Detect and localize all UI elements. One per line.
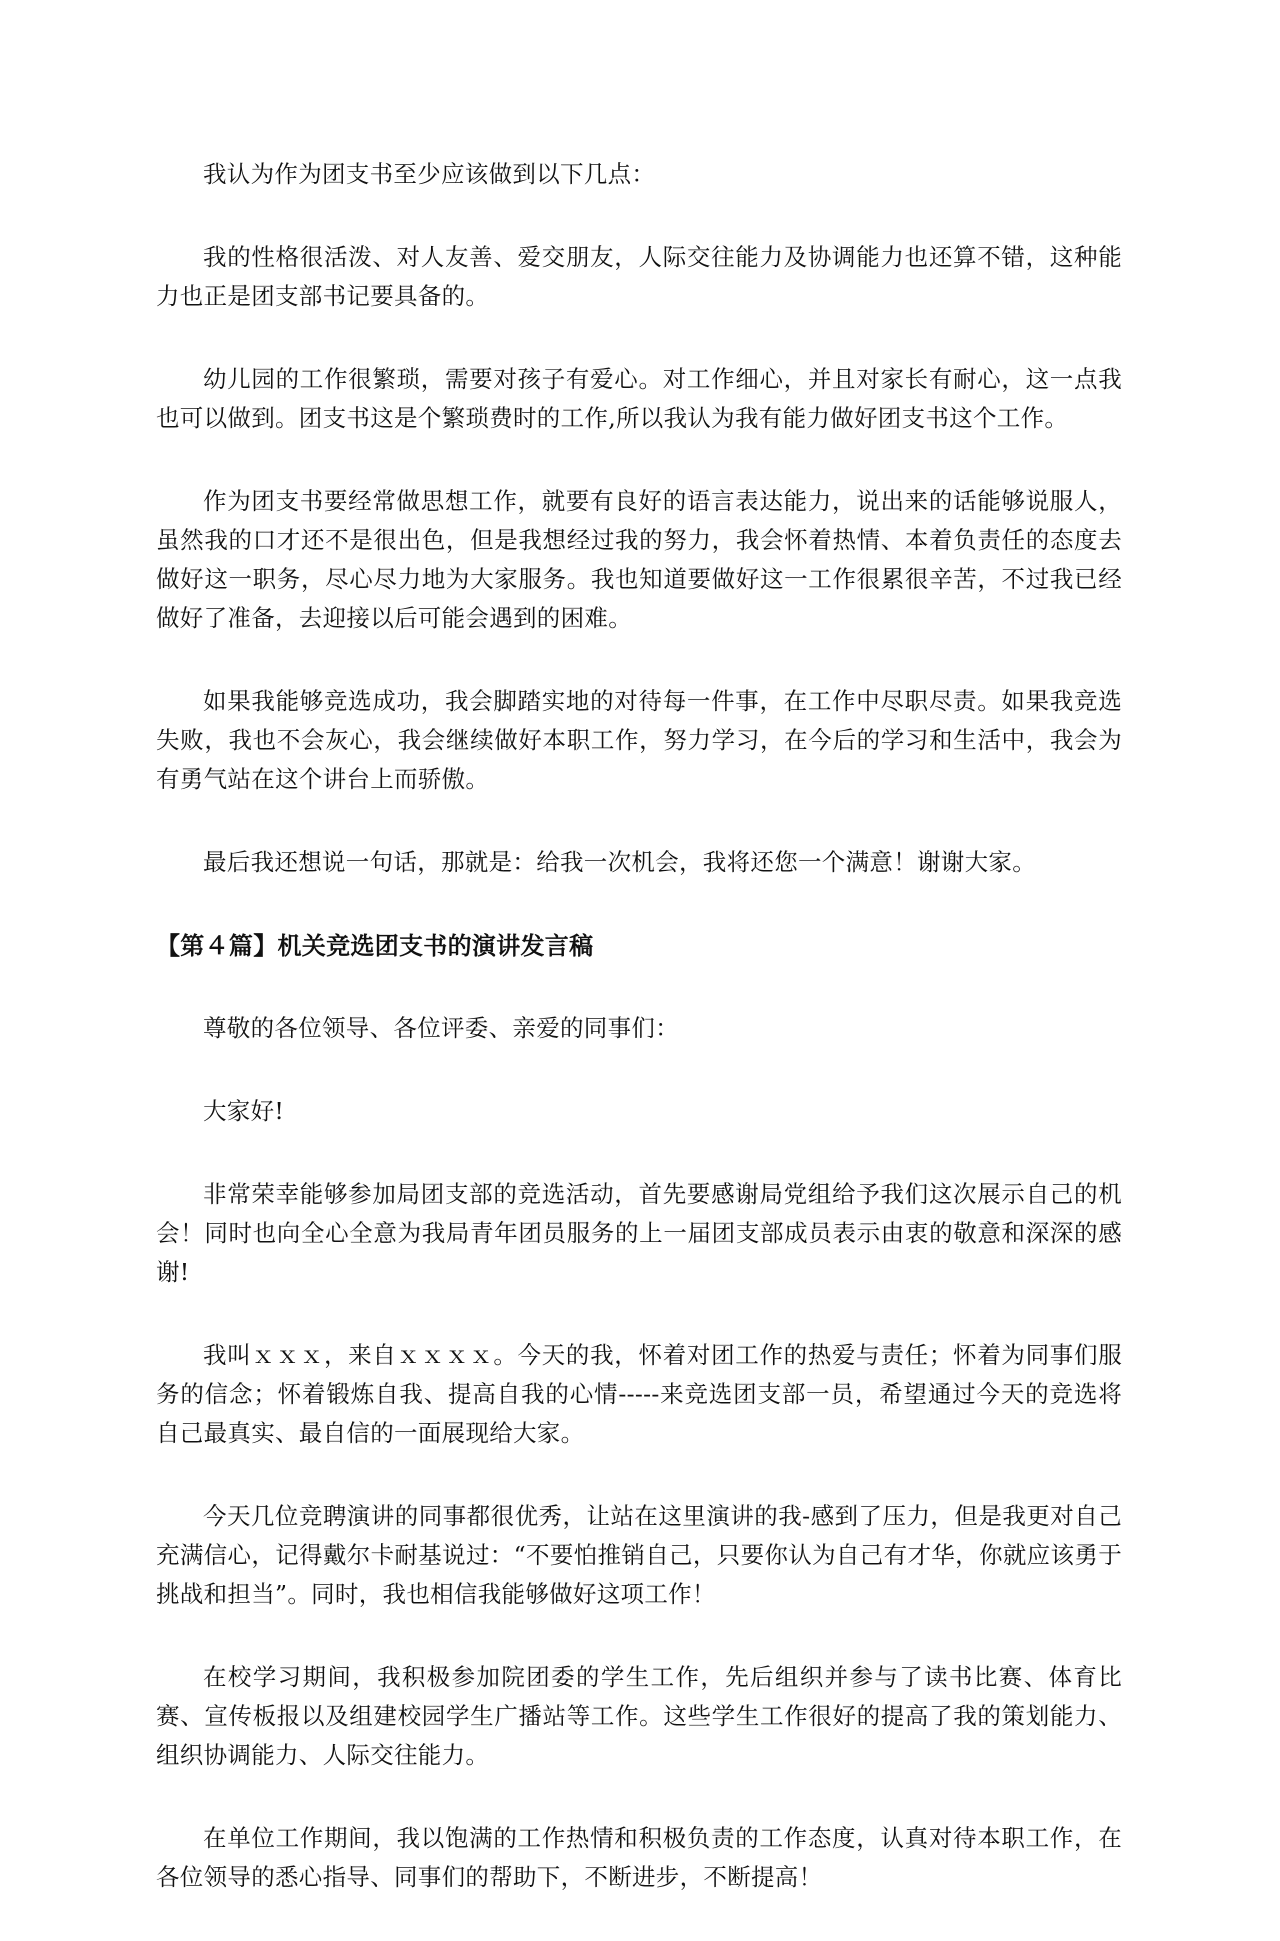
paragraph: 作为团支书要经常做思想工作，就要有良好的语言表达能力，说出来的话能够说服人，虽然我的口才还不是很出色，但是我想经过我的努力，我会怀着热情、本着负责任的态度去做好这一职务，尽心尽力地为大家服务。我也知道要做好这一工作很累很辛苦，不过我已经做好了准备，去迎接以后可能会遇到的困难。	[156, 487, 1122, 632]
paragraph: 幼儿园的工作很繁琐，需要对孩子有爱心。对工作细心，并且对家长有耐心，这一点我也可以做到。团支书这是个繁琐费时的工作,所以我认为我有能力做好团支书这个工作。	[156, 365, 1122, 432]
paragraph: 我叫ｘｘｘ，来自ｘｘｘｘ。今天的我，怀着对团工作的热爱与责任；怀着为同事们服务的信念；怀着锻炼自我、提高自我的心情-----来竞选团支部一员，希望通过今天的竞选将自己最真实、最自信的一面展现给大家。	[156, 1341, 1122, 1447]
paragraph: 非常荣幸能够参加局团支部的竞选活动，首先要感谢局党组给予我们这次展示自己的机会！同时也向全心全意为我局青年团员服务的上一届团支部成员表示由衷的敬意和深深的感谢!	[156, 1180, 1122, 1286]
paragraph: 最后我还想说一句话，那就是：给我一次机会，我将还您一个满意！谢谢大家。	[203, 848, 1036, 876]
paragraph: 我的性格很活泼、对人友善、爱交朋友，人际交往能力及协调能力也还算不错，这种能力也正是团支部书记要具备的。	[156, 243, 1122, 310]
document-body	[156, 155, 1122, 1941]
paragraph: 尊敬的各位领导、各位评委、亲爱的同事们：	[203, 1014, 679, 1042]
paragraph: 在校学习期间，我积极参加院团委的学生工作，先后组织并参与了读书比赛、体育比赛、宣传板报以及组建校园学生广播站等工作。这些学生工作很好的提高了我的策划能力、组织协调能力、人际交往能力。	[156, 1663, 1122, 1769]
paragraph: 大家好!	[203, 1097, 285, 1125]
section-heading: 【第４篇】机关竞选团支书的演讲发言稿	[156, 931, 594, 960]
paragraph: 在单位工作期间，我以饱满的工作热情和积极负责的工作态度，认真对待本职工作，在各位领导的悉心指导、同事们的帮助下，不断进步，不断提高！	[156, 1824, 1122, 1891]
paragraph: 我认为作为团支书至少应该做到以下几点：	[203, 160, 656, 188]
paragraph: 今天几位竞聘演讲的同事都很优秀，让站在这里演讲的我-感到了压力，但是我更对自己充满信心，记得戴尔卡耐基说过：“不要怕推销自己，只要你认为自己有才华，你就应该勇于挑战和担当”。同时，我也相信我能够做好这项工作！	[156, 1502, 1122, 1608]
paragraph: 如果我能够竞选成功，我会脚踏实地的对待每一件事，在工作中尽职尽责。如果我竞选失败，我也不会灰心，我会继续做好本职工作，努力学习，在今后的学习和生活中，我会为有勇气站在这个讲台上而骄傲。	[156, 687, 1122, 793]
